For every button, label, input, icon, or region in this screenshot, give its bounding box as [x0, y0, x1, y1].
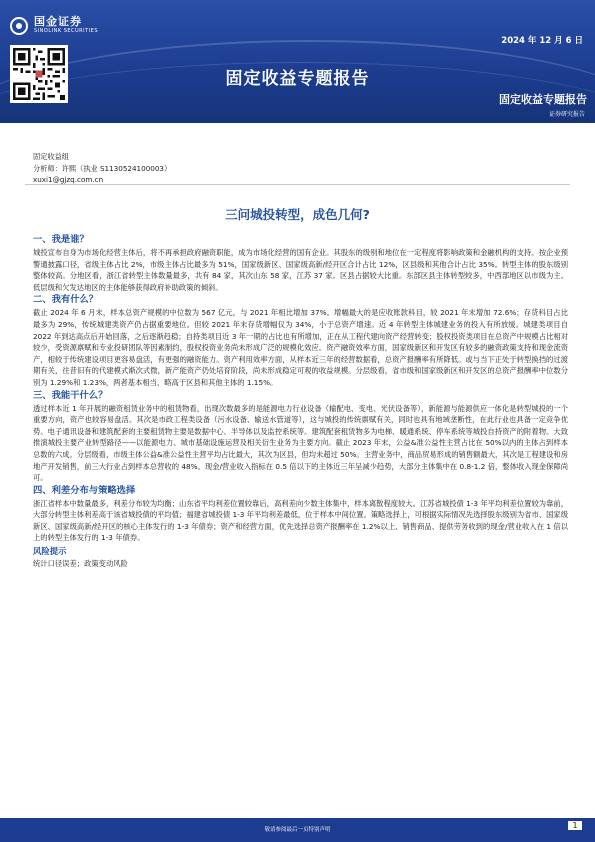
sinolink-logo-icon — [10, 17, 28, 35]
page-footer — [0, 818, 595, 842]
section-paragraph: 浙江省样本中数量最多，利差分布较为均衡；山东省平均利差位置较靠后，高利差向少数主体集中，样本离散程度较大。江苏省城投债 1-3 年平均利差位置较为靠前，大部分转型主体利差高于该省城投债的平均值；福建省城投债 1-3 年平均利差最低，位于样本中间位置。策略选择上，可根据实际情况先选择股东级别为省市、国家级新区、国家级高新/经开区的核心主体发行的 1-3 年债券；资产和经营方面，优先选择总资产报酬率在 1.2%以上、销售商品、提供劳务收到的现金/营业收入在 1 倍以上的转型主体发行的 1-3 年债券。 — [33, 498, 568, 543]
company-logo — [10, 16, 98, 35]
divider — [25, 184, 570, 185]
section-heading: 三、我能干什么？ — [33, 389, 108, 401]
report-category: 证券研究报告 — [548, 111, 585, 118]
report-headline: 三问城投转型，成色几何? — [225, 207, 370, 222]
page-number: 1 — [568, 821, 582, 830]
section-paragraph: 透过样本近 1 年开展的融资租赁业务中的租赁物看，出现次数最多的是能源电力行业设备（输配电、变电、光伏设备等），新能源与能源供应一体化是转型城投的一个重要方向，资产也较容易盘活。其次是市政工程类设备（污水设备、输送水管道等），这与城投的传统禀赋有关，同时也具有地域垄断性，在此行业也具备一定竞争优势。电子通讯设备和建筑配套的主要租赁物主要是数据中心、半导体以及监控系统等。建筑配套租赁物多为电梯、暖通系统、停车系统等城投自持资产的附着物。大致推演城投主要产业转型路径——以能源电力、城市基础设施运营及相关衍生业务为主要方向。截止 2023 年末，公益&准公益性主营占比在 50%以内的主体占到样本总数的六成。分层级看，市级主体公益&准公益性主营平均占比最大，其次为区县，但均未超过 50%。主营业务中，商品贸易形成的销售额最大，其次是工程建设和房地产开发销售，前三大行业占到样本总营收的 48%。现金/营业收入指标在 0.5 倍以下的主体近三年呈减少趋势，大部分主体集中在 0.8-1.2 倍，整体收入现金保障尚可。 — [33, 403, 569, 483]
section-heading: 一、我是谁？ — [33, 234, 89, 245]
section-heading: 二、我有什么？ — [33, 294, 99, 306]
logo-name-cn: 国金证券 — [34, 15, 82, 28]
analyst-email[interactable]: xuxi1@gjzq.com.cn — [33, 175, 104, 184]
team-name: 固定收益组 — [33, 152, 69, 161]
section-paragraph: 截止 2024 年 6 月末，样本总资产规模的中位数为 567 亿元，与 2021 年相比增加 37%。增幅最大的是应收账款科目，较 2021 年末增加 72.6%；存货科目占比最多为 29%，传统城建类资产仍占据重要地位。但较 2021 年末存货增幅仅为 34%，小于总资产增速。近 4 年转型主体城建业务的投入有所放缓。城建类项目自 2022 年到达高点后开始回落，之后逐渐趋稳；自持类项目近 3 年一期的占比也有所增加，正在从工程代建向资产经营转变；股权投资类项目在总资产中规模占比相对较少，受资源禀赋和专业投研团队等因素制约，股权投资业务尚未形成广泛的规模化效应。资产融资效率方面，国家级新区和开发区有较多的融资政策支持和现金流资产，相较于传统建设项目更容易盘活，有更强的融资能力。资产利用效率方面，从样本近三年的经营数据看，总资产报酬率有所降低。或与当下正处于转型换挡的过渡期有关，往昔旧有的代建模式渐次式微，新产能资产仍处培育阶段，尚未形成稳定可观的收益规模。分层级看，省市级和国家级新区和开发区的总资产报酬率中位数分别为 1.29%和 1.23%，两者基本相当，略高于区县和其他主体的 1.15%。 — [33, 308, 568, 387]
report-type-title: 固定收益专题报告 — [225, 69, 370, 89]
section-heading: 四、利差分布与策略选择 — [33, 484, 136, 496]
risk-heading: 风险提示 — [33, 546, 67, 557]
report-date: 2024 年 12 月 6 日 — [501, 36, 583, 46]
footer-disclaimer[interactable]: 敬请参阅最后一页特别声明 — [264, 827, 331, 833]
section-paragraph: 城投宣布自身为市场化经营主体后，将不再承担政府融资职能，成为市场化经营的国有企业。其股东的级别和地位在一定程度将影响政策和金融机构的支持。按企业预警通披露口径，省级主体占比 2%，市级主体占比最多为 51%，国家级新区、国家级高新/经开区合计占比 12%，区县级和其他合计占比 35%。转型主体的股东级别整体较高。分地区看，浙江省转型主体数量最多，共有 84 家，其次山东 58 家，江苏 37 家。区县占据较大比重。东部区县主体转型较多，中西部地区以市级为主。低层级和欠发达地区的主体能够获得政府补助政策的倾斜。 — [33, 248, 568, 292]
report-banner — [0, 0, 595, 123]
analyst-name: 分析师：许熙（执业 S1130524100003） — [33, 163, 172, 173]
report-body — [33, 233, 568, 570]
report-type-label: 固定收益专题报告 — [499, 93, 587, 106]
author-info — [33, 151, 171, 186]
logo-name-en: SINOLINK SECURITIES — [34, 28, 98, 34]
risk-paragraph: 统计口径误差；政策变动风险 — [33, 559, 128, 569]
